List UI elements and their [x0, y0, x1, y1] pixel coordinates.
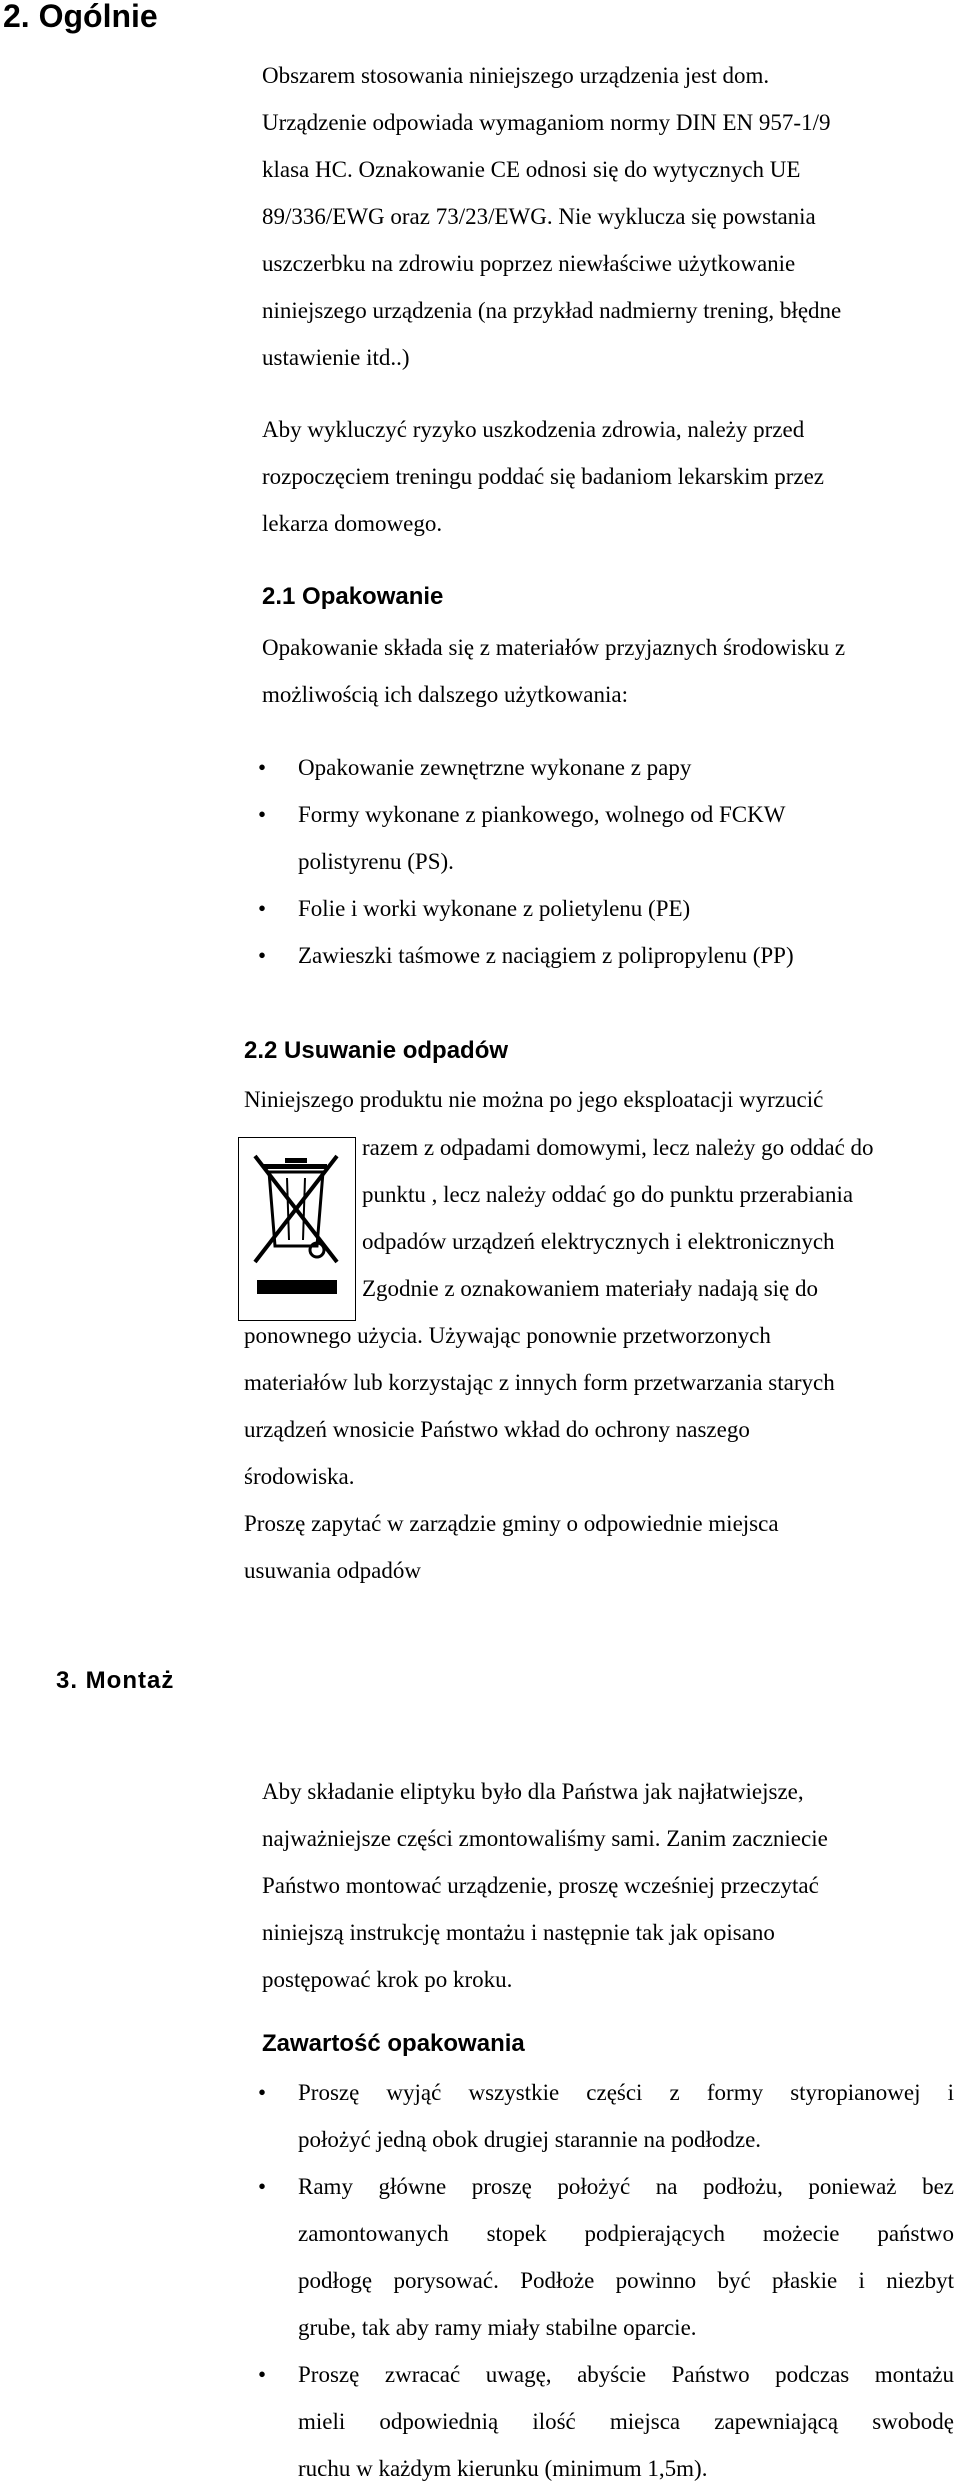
text-line: środowiska.: [244, 1464, 355, 1489]
text-line: niniejszą instrukcję montażu i następnie tak jak opisano: [262, 1920, 775, 1945]
list-item: • Zawieszki taśmowe z naciągiem z polipropylenu (PP): [258, 932, 938, 979]
text-line: Aby składanie eliptyku było dla Państwa jak najłatwiejsze,: [262, 1779, 804, 1804]
text-line: materiałów lub korzystając z innych form przetwarzania starych: [244, 1370, 835, 1395]
list-item: • Opakowanie zewnętrzne wykonane z papy: [258, 744, 938, 791]
list-item: • Folie i worki wykonane z polietylenu (PE): [258, 885, 938, 932]
text-line: Urządzenie odpowiada wymaganiom normy DIN EN 957-1/9: [262, 110, 831, 135]
disposal-after-icon: [244, 1312, 944, 1594]
list-item: • Formy wykonane z piankowego, wolnego od FCKW polistyrenu (PS).: [258, 791, 938, 885]
packaging-materials-list: [258, 744, 938, 979]
contents-heading: Zawartość opakowania: [262, 2030, 525, 2057]
weee-symbol: [238, 1137, 356, 1321]
text-line: Aby wykluczyć ryzyko uszkodzenia zdrowia, należy przed: [262, 417, 805, 442]
text-line: Obszarem stosowania niniejszego urządzenia jest dom.: [262, 63, 770, 88]
text-line: najważniejsze części zmontowaliśmy sami. Zanim zaczniecie: [262, 1826, 828, 1851]
packaging-intro: [262, 624, 942, 718]
disposal-beside-icon: [362, 1124, 952, 1312]
text-line: Państwo montować urządzenie, proszę wcześniej przeczytać: [262, 1873, 819, 1898]
list-item: • Proszę zwracać uwagę, abyście Państwo podczas montażu mieli odpowiednią ilość miejsca zapewniającą swobodę ruchu w każdym kierunku (minimum 1,5m).: [258, 2351, 954, 2492]
text-line: Zgodnie z oznakowaniem materiały nadają się do: [362, 1276, 818, 1301]
text-line: 89/336/EWG oraz 73/23/EWG. Nie wyklucza się powstania: [262, 204, 816, 229]
text-line: niniejszego urządzenia (na przykład nadmierny trening, błędne: [262, 298, 842, 323]
general-paragraph-2: [262, 406, 942, 547]
disposal-top-line: Niniejszego produktu nie można po jego eksploatacji wyrzucić: [244, 1087, 824, 1112]
list-item: • Proszę wyjąć wszystkie części z formy styropianowej i położyć jedną obok drugiej starannie na podłodze.: [258, 2069, 954, 2163]
text-line: możliwością ich dalszego użytkowania:: [262, 682, 628, 707]
contents-list: [258, 2069, 954, 2492]
section-2-1-heading: 2.1 Opakowanie: [262, 583, 444, 610]
general-paragraph-1: [262, 52, 942, 381]
text-line: punktu , lecz należy oddać go do punktu przerabiania: [362, 1182, 854, 1207]
list-item: • Ramy główne proszę położyć na podłożu, ponieważ bez zamontowanych stopek podpierających możecie państwo podłogę porysować. Podłoże powinno być płaskie i niezbyt grube, tak aby ramy miały stabilne oparcie.: [258, 2163, 954, 2351]
text-line: usuwania odpadów: [244, 1558, 421, 1583]
section-2-heading: 2. Ogólnie: [3, 0, 158, 34]
text-line: postępować krok po kroku.: [262, 1967, 513, 1992]
section-3-heading: 3. Montaż: [56, 1667, 175, 1694]
text-line: rozpoczęciem treningu poddać się badaniom lekarskim przez: [262, 464, 824, 489]
text-line: odpadów urządzeń elektrycznych i elektronicznych: [362, 1229, 835, 1254]
text-line: urządzeń wnosicie Państwo wkład do ochrony naszego: [244, 1417, 750, 1442]
text-line: lekarza domowego.: [262, 511, 443, 536]
section-2-2-heading: 2.2 Usuwanie odpadów: [244, 1037, 509, 1064]
text-line: Opakowanie składa się z materiałów przyjaznych środowisku z: [262, 635, 846, 660]
text-line: uszczerbku na zdrowiu poprzez niewłaściwe użytkowanie: [262, 251, 796, 276]
text-line: ustawienie itd..): [262, 345, 410, 370]
text-line: razem z odpadami domowymi, lecz należy go oddać do: [362, 1135, 874, 1160]
text-line: klasa HC. Oznakowanie CE odnosi się do wytycznych UE: [262, 157, 801, 182]
text-line: ponownego użycia. Używając ponownie przetworzonych: [244, 1323, 771, 1348]
crossed-out-wheelie-bin-icon: [239, 1138, 355, 1320]
assembly-paragraph: [262, 1768, 942, 2003]
text-line: Proszę zapytać w zarządzie gminy o odpowiednie miejsca: [244, 1511, 779, 1536]
